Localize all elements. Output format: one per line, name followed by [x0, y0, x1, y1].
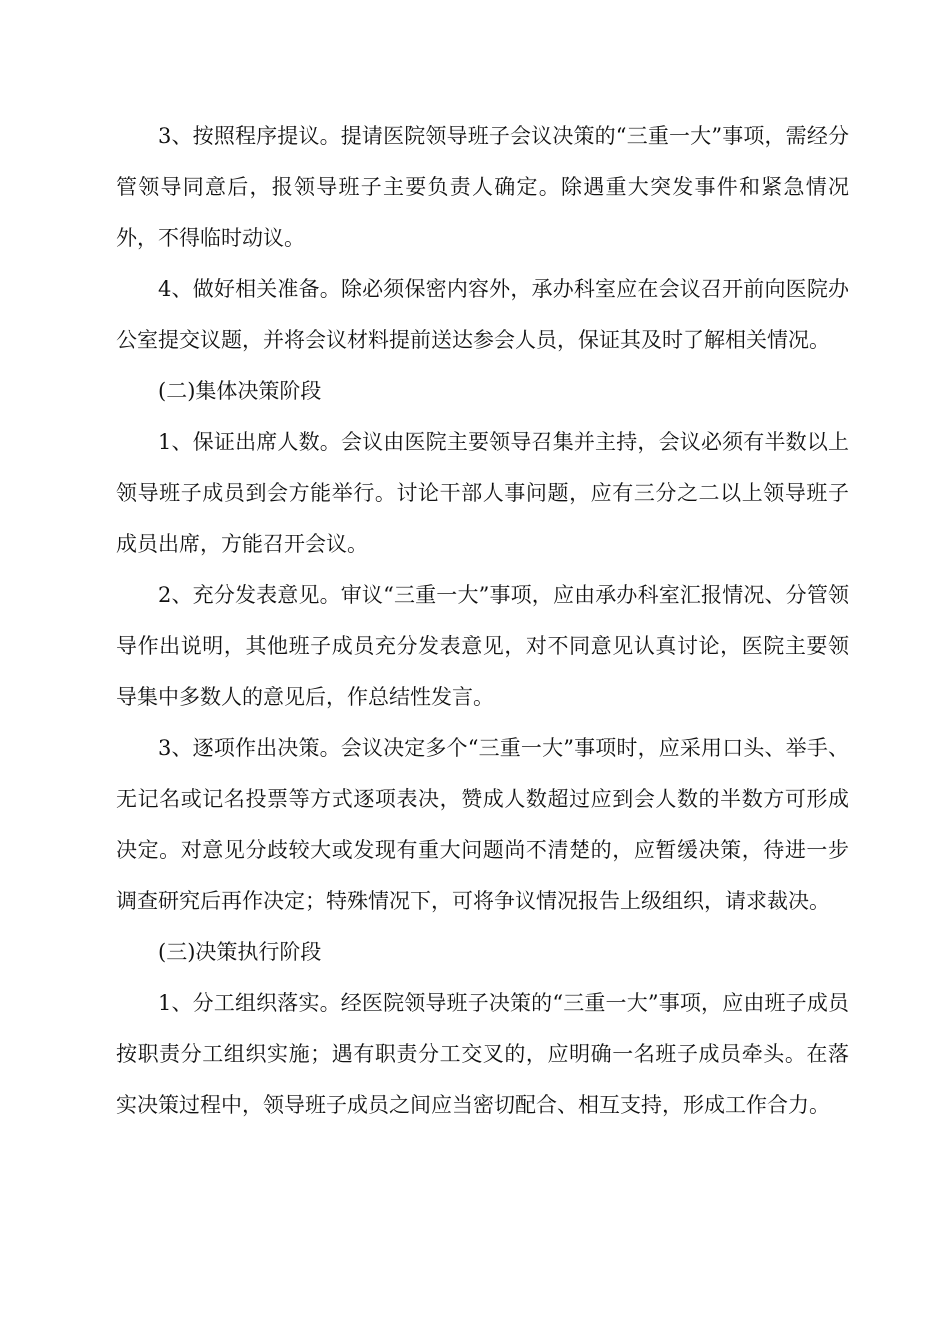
- paragraph-implementation: 1、分工组织落实。经医院领导班子决策的“三重一大”事项，应由班子成员按职责分工组织实施；遇有职责分工交叉的，应明确一名班子成员牵头。在落实决策过程中，领导班子成员之间应当密切配合、相互支持，形成工作合力。: [116, 991, 849, 1117]
- section-heading-execution: (三)决策执行阶段: [158, 940, 322, 964]
- paragraph-attendance: 1、保证出席人数。会议由医院主要领导召集并主持，会议必须有半数以上领导班子成员到会方能举行。讨论干部人事问题，应有三分之二以上领导班子成员出席，方能召开会议。: [116, 430, 849, 556]
- document-body: [116, 111, 849, 1131]
- section-heading-collective-decision: (二)集体决策阶段: [158, 379, 322, 403]
- paragraph-propose-by-procedure: 3、按照程序提议。提请医院领导班子会议决策的“三重一大”事项，需经分管领导同意后，报领导班子主要负责人确定。除遇重大突发事件和紧急情况外，不得临时动议。: [116, 124, 849, 250]
- paragraph-opinions: 2、充分发表意见。审议“三重一大”事项，应由承办科室汇报情况、分管领导作出说明，其他班子成员充分发表意见，对不同意见认真讨论，医院主要领导集中多数人的意见后，作总结性发言。: [116, 583, 849, 709]
- paragraph-preparation: 4、做好相关准备。除必须保密内容外，承办科室应在会议召开前向医院办公室提交议题，并将会议材料提前送达参会人员，保证其及时了解相关情况。: [116, 277, 849, 352]
- paragraph-item-by-item-decision: 3、逐项作出决策。会议决定多个“三重一大”事项时，应采用口头、举手、无记名或记名投票等方式逐项表决，赞成人数超过应到会人数的半数方可形成决定。对意见分歧较大或发现有重大问题尚不清楚的，应暂缓决策，待进一步调查研究后再作决定；特殊情况下，可将争议情况报告上级组织，请求裁决。: [116, 736, 849, 913]
